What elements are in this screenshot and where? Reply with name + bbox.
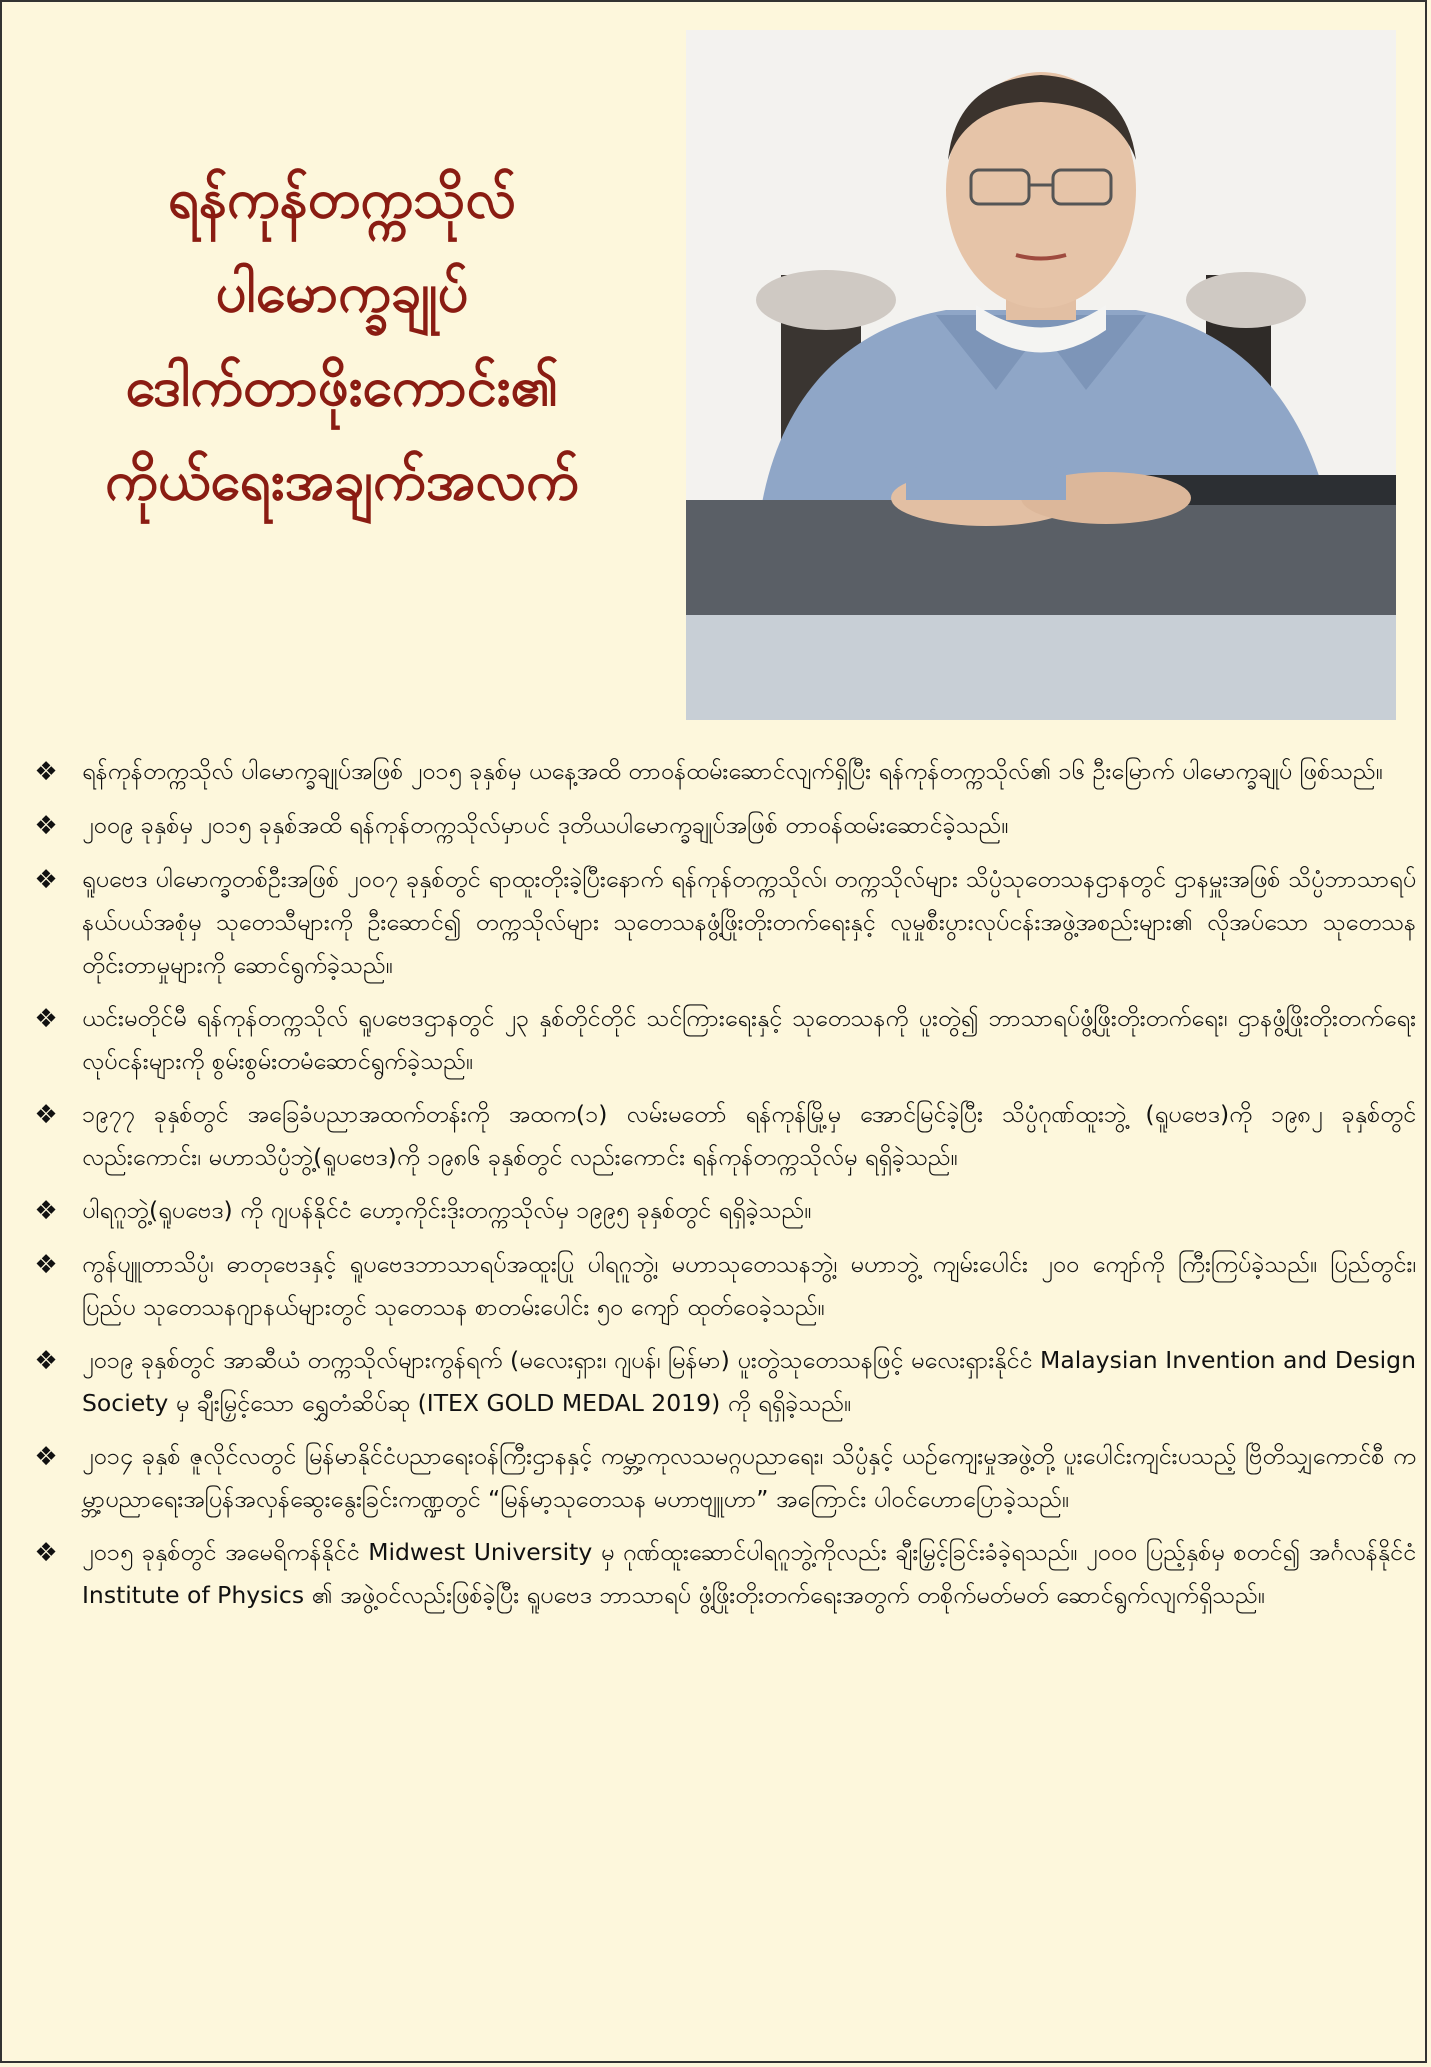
diamond-bullet-icon: ❖ [34, 1538, 58, 1568]
bio-bullet-text: ၂၀၁၅ ခုနှစ်တွင် အမေရိကန်နိုင်ငံ Midwest University မှ ဂုဏ်ထူးဆောင်ပါရဂူဘွဲ့ကိုလည်း ချီးမြှင့်ခြင်းခံခဲ့ရသည်။ ၂၀၀၀ ပြည့်နှစ်မှ စတင်၍ အင်္ဂလန်နိုင်ငံ Institute of Physics ၏ အဖွဲ့ဝင်လည်းဖြစ်ခဲ့ပြီး ရူပဗေဒ ဘာသာရပ် ဖွံ့ဖြိုးတိုးတက်ရေးအတွက် တစိုက်မတ်မတ် ဆောင်ရွက်လျက်ရှိသည်။ [82, 1538, 1416, 1609]
diamond-bullet-icon: ❖ [34, 811, 58, 841]
bio-bullet-item [10, 858, 1420, 987]
diamond-bullet-icon: ❖ [34, 1442, 58, 1472]
bio-bullet-text: ၂၀၁၄ ခုနှစ် ဇူလိုင်လတွင် မြန်မာနိုင်ငံပညာရေးဝန်ကြီးဌာနနှင့် ကမ္ဘာ့ကုလသမဂ္ဂပညာရေး၊ သိပ္ပံနှင့် ယဉ်ကျေးမှုအဖွဲ့တို့ ပူးပေါင်းကျင်းပသည့် ဗြိတိသျှကောင်စီ ကမ္ဘာ့ပညာရေးအပြန်အလှန်ဆွေးနွေးခြင်းကဏ္ဍတွင် “မြန်မာ့သုတေသန မဟာဗျူဟာ” အကြောင်း ပါဝင်ဟောပြောခဲ့သည်။ [82, 1442, 1416, 1513]
bio-bullet-item [10, 997, 1420, 1083]
diamond-bullet-icon: ❖ [34, 757, 58, 787]
headline-line-3: ဒေါက်တာဖိုးကောင်း၏ [125, 355, 559, 418]
bio-bullet-item [10, 1531, 1420, 1617]
portrait-photo [686, 30, 1396, 720]
bio-bullet-item [10, 750, 1420, 794]
bio-bullet-item [10, 1243, 1420, 1329]
bio-bullet-text: ၂၀၀၉ ခုနှစ်မှ ၂၀၁၅ ခုနှစ်အထိ ရန်ကုန်တက္ကသိုလ်မှာပင် ဒုတိယပါမောက္ခချုပ်အဖြစ် တာဝန်ထမ်းဆောင်ခဲ့သည်။ [82, 811, 1009, 839]
diamond-bullet-icon: ❖ [34, 1196, 58, 1226]
diamond-bullet-icon: ❖ [34, 1100, 58, 1130]
bio-bullet-text: ကွန်ပျူတာသိပ္ပံ၊ ဓာတုဗေဒနှင့် ရူပဗေဒဘာသာရပ်အထူးပြု ပါရဂူဘွဲ့၊ မဟာသုတေသနဘွဲ့၊ မဟာဘွဲ့ ကျမ်းပေါင်း ၂၀၀ ကျော်ကို ကြီးကြပ်ခဲ့သည်။ ပြည်တွင်း၊ ပြည်ပ သုတေသနဂျာနယ်များတွင် သုတေသန စာတမ်းပေါင်း ၅၀ ကျော် ထုတ်ဝေခဲ့သည်။ [82, 1250, 1416, 1321]
diamond-bullet-icon: ❖ [34, 865, 58, 895]
diamond-bullet-icon: ❖ [34, 1250, 58, 1280]
bio-bullet-item [10, 804, 1420, 848]
diamond-bullet-icon: ❖ [34, 1004, 58, 1034]
bio-bullet-item [10, 1093, 1420, 1179]
diamond-bullet-icon: ❖ [34, 1346, 58, 1376]
bio-bullet-list [10, 750, 1420, 1627]
bio-bullet-item [10, 1339, 1420, 1425]
headline [42, 152, 642, 528]
bio-bullet-text: ရန်ကုန်တက္ကသိုလ် ပါမောက္ခချုပ်အဖြစ် ၂၀၁၅ ခုနှစ်မှ ယနေ့အထိ တာဝန်ထမ်းဆောင်လျက်ရှိပြီး ရန်ကုန်တက္ကသိုလ်၏ ၁၆ ဦးမြောက် ပါမောက္ခချုပ် ဖြစ်သည်။ [82, 757, 1383, 785]
bio-bullet-item [10, 1435, 1420, 1521]
bio-bullet-text: ရူပဗေဒ ပါမောက္ခတစ်ဦးအဖြစ် ၂၀၀၇ ခုနှစ်တွင် ရာထူးတိုးခဲ့ပြီးနောက် ရန်ကုန်တက္ကသိုလ်၊ တက္ကသိုလ်များ သိပ္ပံသုတေသနဌာနတွင် ဌာနမှူးအဖြစ် သိပ္ပံဘာသာရပ် နယ်ပယ်အစုံမှ သုတေသီများကို ဦးဆောင်၍ တက္ကသိုလ်များ သုတေသနဖွံ့ဖြိုးတိုးတက်ရေးနှင့် လူမှုစီးပွားလုပ်ငန်းအဖွဲ့အစည်းများ၏ လိုအပ်သော သုတေသနတိုင်းတာမှုများကို ဆောင်ရွက်ခဲ့သည်။ [82, 865, 1416, 979]
bio-bullet-text: ယင်းမတိုင်မီ ရန်ကုန်တက္ကသိုလ် ရူပဗေဒဌာနတွင် ၂၃ နှစ်တိုင်တိုင် သင်ကြားရေးနှင့် သုတေသနကို ပူးတွဲ၍ ဘာသာရပ်ဖွံ့ဖြိုးတိုးတက်ရေး၊ ဌာနဖွံ့ဖြိုးတိုးတက်ရေးလုပ်ငန်းများကို စွမ်းစွမ်းတမံဆောင်ရွက်ခဲ့သည်။ [82, 1004, 1416, 1075]
bio-bullet-item [10, 1189, 1420, 1233]
headline-line-4: ကိုယ်ရေးအချက်အလက် [105, 449, 579, 512]
headline-line-2: ပါမောက္ခချုပ် [215, 261, 469, 324]
bio-bullet-text: ပါရဂူဘွဲ့(ရူပဗေဒ) ကို ဂျပန်နိုင်ငံ ဟော့ကိုင်းဒိုးတက္ကသိုလ်မှ ၁၉၉၅ ခုနှစ်တွင် ရရှိခဲ့သည်။ [82, 1196, 812, 1224]
bio-bullet-text: ၂၀၁၉ ခုနှစ်တွင် အာဆီယံ တက္ကသိုလ်များကွန်ရက် (မလေးရှား၊ ဂျပန်၊ မြန်မာ) ပူးတွဲသုတေသနဖြင့် မလေးရှားနိုင်ငံ Malaysian Invention and Design Society မှ ချီးမြှင့်သော ရွှေတံဆိပ်ဆု (ITEX GOLD MEDAL 2019) ကို ရရှိခဲ့သည်။ [82, 1346, 1416, 1417]
portrait-illustration [686, 30, 1396, 720]
headline-line-1: ရန်ကုန်တက္ကသိုလ် [168, 167, 516, 230]
bio-bullet-text: ၁၉၇၇ ခုနှစ်တွင် အခြေခံပညာအထက်တန်းကို အထက(၁) လမ်းမတော် ရန်ကုန်မြို့မှ အောင်မြင်ခဲ့ပြီး သိပ္ပံဂုဏ်ထူးဘွဲ့ (ရူပဗေဒ)ကို ၁၉၈၂ ခုနှစ်တွင် လည်းကောင်း၊ မဟာသိပ္ပံဘွဲ့(ရူပဗေဒ)ကို ၁၉၈၆ ခုနှစ်တွင် လည်းကောင်း ရန်ကုန်တက္ကသိုလ်မှ ရရှိခဲ့သည်။ [82, 1100, 1416, 1171]
